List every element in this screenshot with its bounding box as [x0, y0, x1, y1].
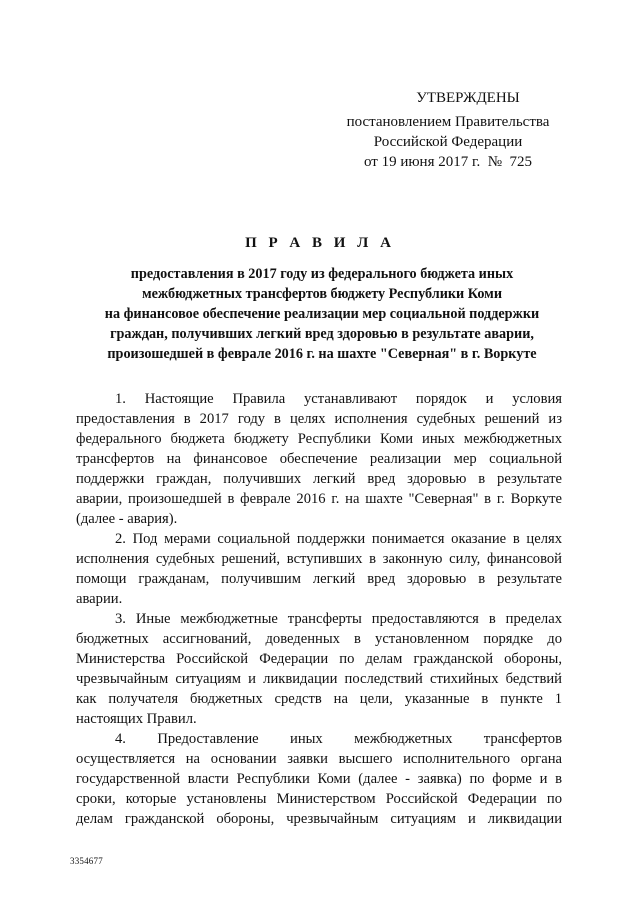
paragraph-1 — [76, 389, 562, 529]
paragraph-line: Министерства Российской Федерации по делам гражданской обороны, — [76, 651, 562, 667]
document-body — [76, 389, 562, 829]
paragraph-line: аварии. — [76, 591, 123, 607]
paragraph-line: помощи гражданам, получившим легкий вред здоровью в результате — [76, 571, 562, 587]
paragraph-line: предоставления в 2017 году в целях исполнения судебных решений из — [76, 411, 562, 427]
paragraph-4 — [76, 729, 562, 829]
paragraph-line: федерального бюджета бюджету Республики Коми иных межбюджетных — [76, 431, 562, 447]
subtitle-line: граждан, получивших легкий вред здоровью в результате аварии, — [110, 326, 534, 342]
paragraph-line: 2. Под мерами социальной поддержки понимается оказание в целях — [115, 531, 562, 547]
paragraph-line: 3. Иные межбюджетные трансферты предоставляются в пределах — [115, 611, 562, 627]
approval-stamp — [338, 88, 558, 172]
document-title: П Р А В И Л А — [245, 235, 395, 251]
paragraph-line: аварии, произошедшей в феврале 2016 г. на шахте "Северная" в г. Воркуте — [76, 491, 562, 507]
paragraph-line: 4. Предоставление иных межбюджетных трансфертов — [115, 731, 562, 747]
paragraph-line: трансфертов на финансовое обеспечение реализации мер социальной — [76, 451, 562, 467]
paragraph-3 — [76, 609, 562, 729]
paragraph-line: исполнения судебных решений, вступивших в законную силу, финансовой — [76, 551, 562, 567]
paragraph-line: государственной власти Республики Коми (далее - заявка) по форме и в — [76, 771, 562, 787]
approval-date-number: от 19 июня 2017 г. № 725 — [363, 154, 533, 170]
subtitle-line: предоставления в 2017 году из федерального бюджета иных — [130, 266, 514, 282]
paragraph-line: (далее - авария). — [76, 511, 178, 527]
paragraph-line: делам гражданской обороны, чрезвычайным ситуациям и ликвидации — [76, 811, 562, 827]
paragraph-line: осуществляется на основании заявки высшего исполнительного органа — [76, 751, 562, 767]
paragraph-line: чрезвычайным ситуациям и ликвидации последствий стихийных бедствий — [76, 671, 562, 687]
paragraph-line: поддержки граждан, получивших легкий вред здоровью в результате — [76, 471, 562, 487]
paragraph-line: сроки, которые установлены Министерством Российской Федерации по — [76, 791, 562, 807]
paragraph-line: как получателя бюджетных средств на цели, указанные в пункте 1 — [76, 691, 562, 707]
paragraph-line: 1. Настоящие Правила устанавливают порядок и условия — [115, 391, 562, 407]
subtitle-line: на финансовое обеспечение реализации мер социальной поддержки — [104, 306, 540, 322]
approval-line: Российской Федерации — [373, 134, 523, 150]
document-code: 3354677 — [70, 856, 103, 866]
paragraph-line: бюджетных ассигнований, доведенных в установленном порядке до — [76, 631, 562, 647]
subtitle-line: межбюджетных трансфертов бюджету Республики Коми — [141, 286, 503, 302]
document-subtitle — [72, 264, 572, 364]
paragraph-line: настоящих Правил. — [76, 711, 197, 727]
approval-heading: УТВЕРЖДЕНЫ — [416, 90, 520, 106]
subtitle-line: произошедшей в феврале 2016 г. на шахте "Северная" в г. Воркуте — [107, 346, 537, 362]
approval-line: постановлением Правительства — [346, 114, 550, 130]
paragraph-2 — [76, 529, 562, 609]
